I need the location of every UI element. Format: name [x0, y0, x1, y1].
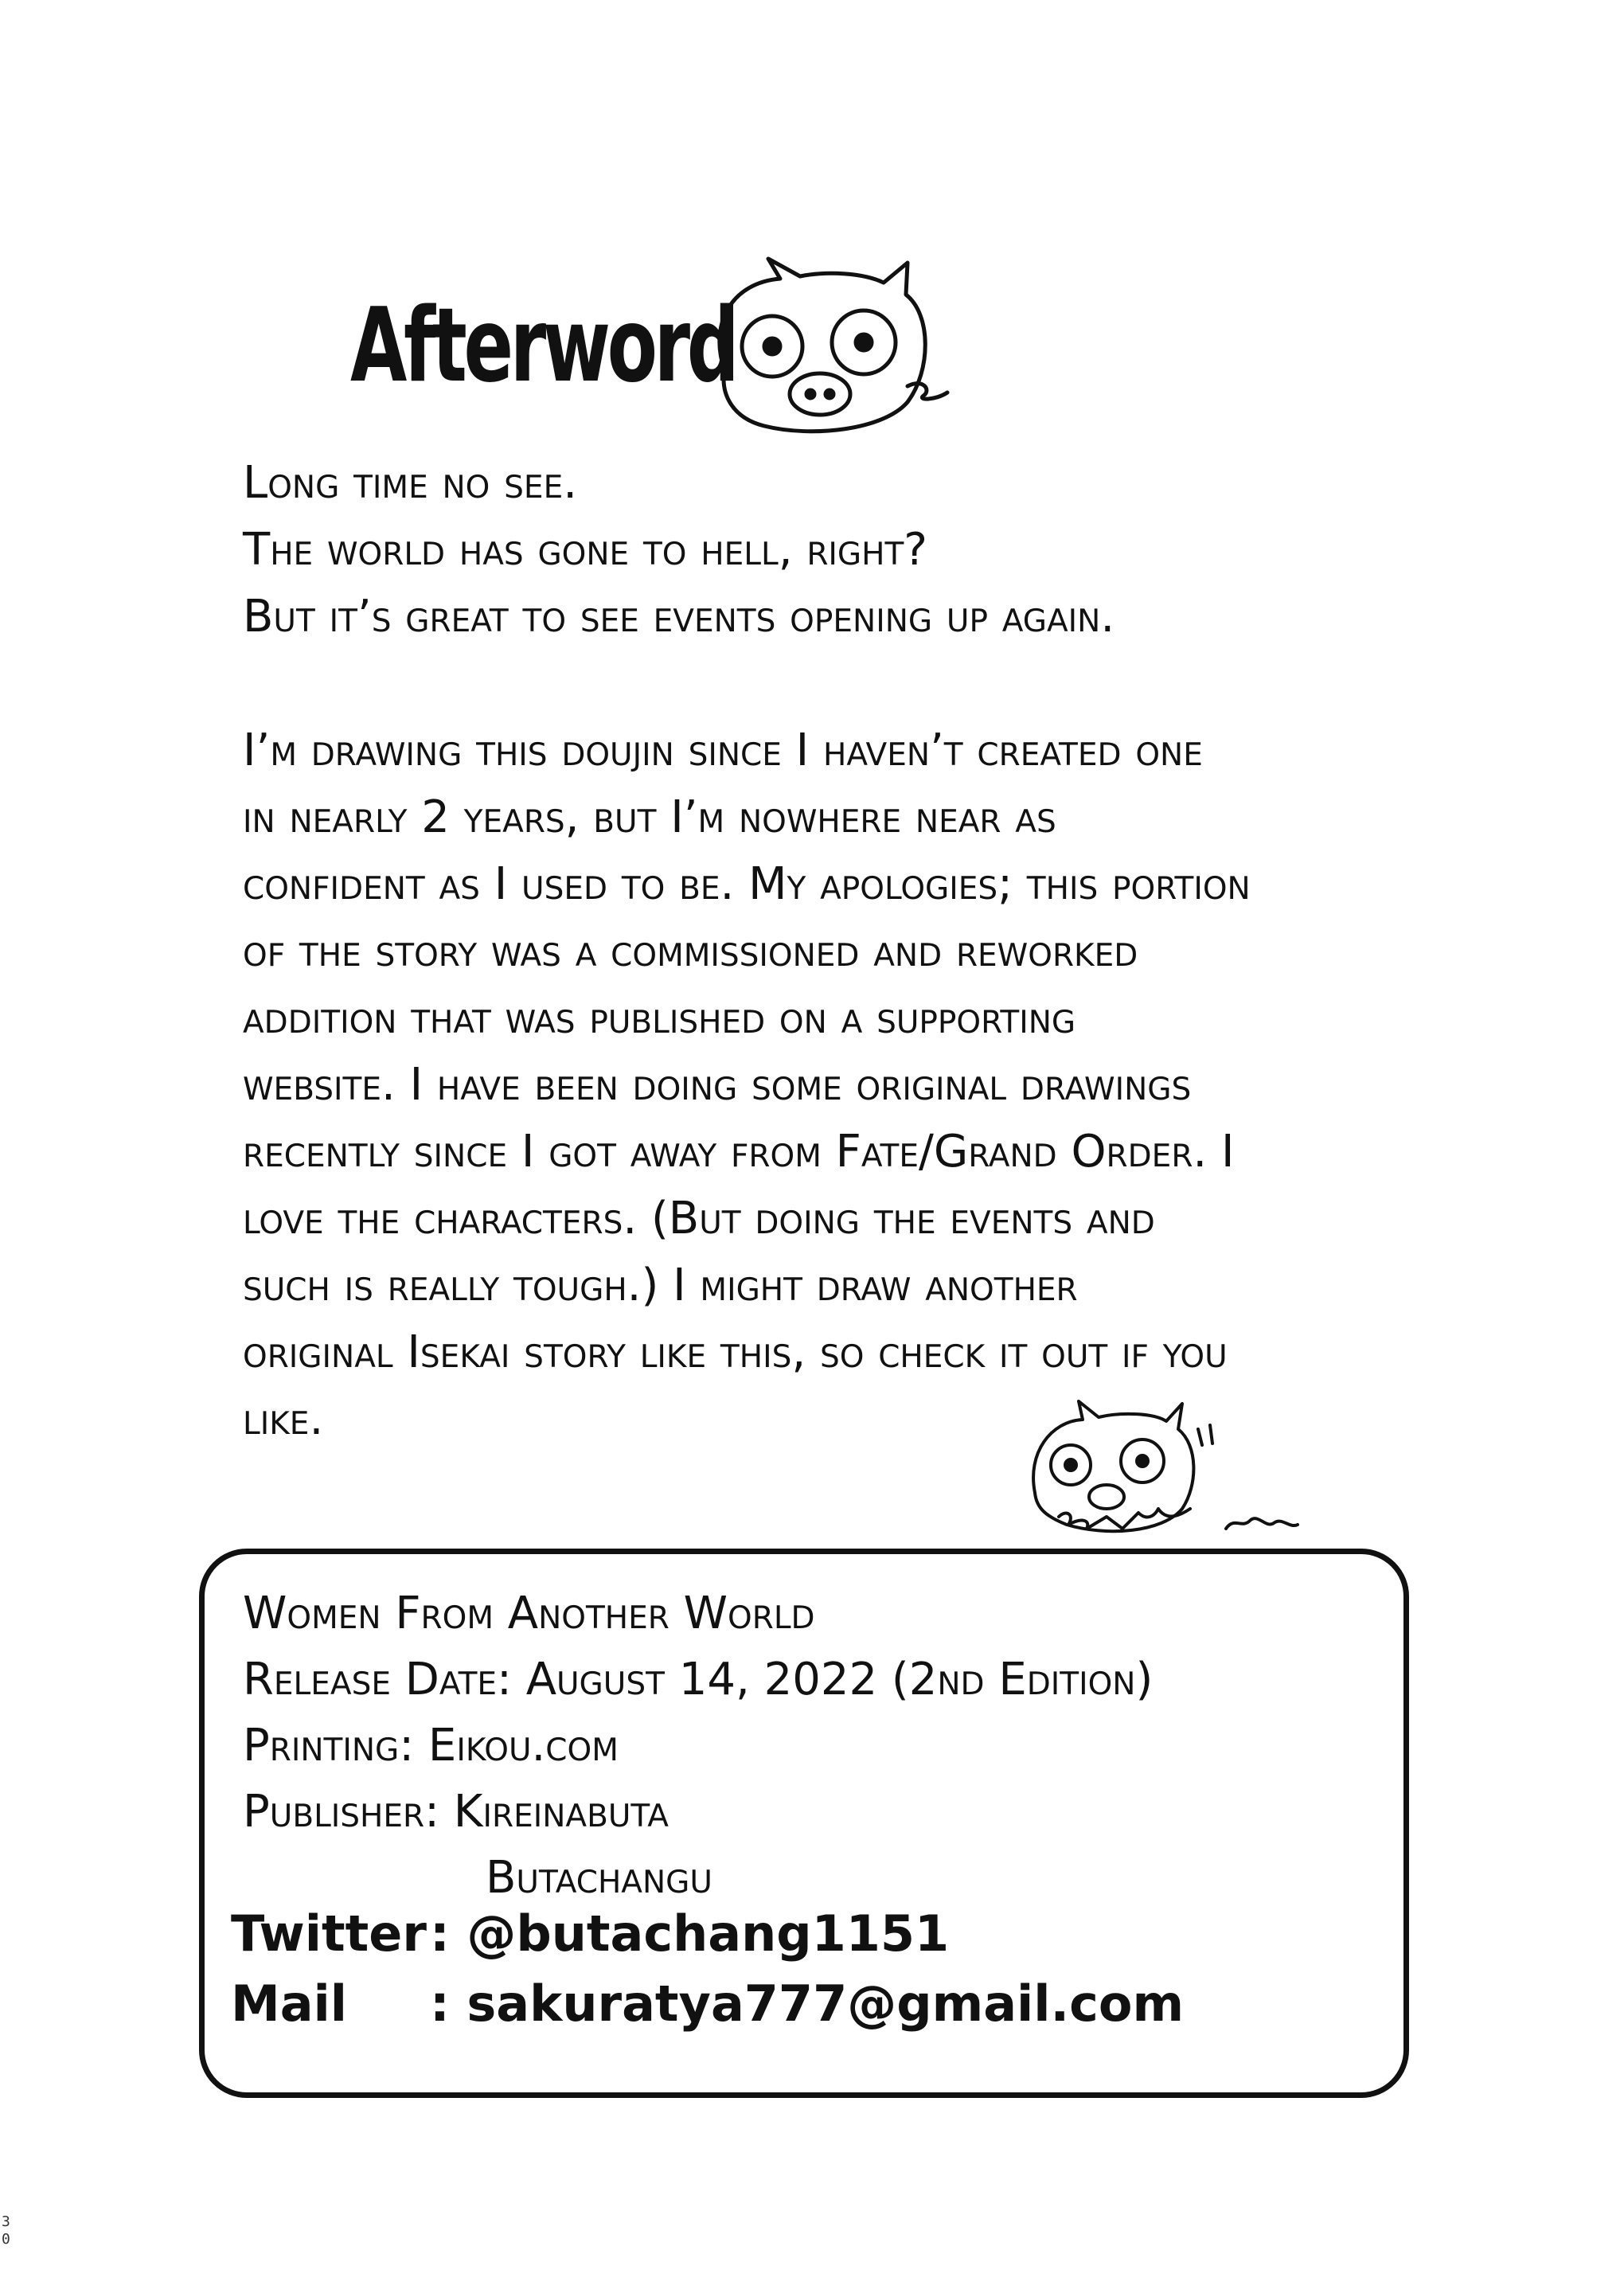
printing: Printing: Eikou.com: [243, 1720, 619, 1772]
mail-row: [231, 1969, 1184, 2039]
body-line: love the characters. (But doing the events and: [243, 1193, 1155, 1244]
mail-label: Mail: [231, 1975, 348, 2033]
colophon-info: [243, 1580, 1153, 1911]
pig-face-icon: [693, 251, 963, 442]
pig-signature-icon: [1019, 1397, 1353, 1564]
body-line: in nearly 2 years, but I’m nowhere near as: [243, 791, 1056, 843]
body-line: confident as I used to be. My apologies; this portion: [243, 858, 1251, 910]
page-number: 30: [2, 2213, 10, 2248]
body-line: original Isekai story like this, so check it out if you: [243, 1326, 1228, 1378]
publisher: Publisher: Kireinabuta: [243, 1786, 669, 1838]
body-line: like.: [243, 1393, 324, 1445]
mail-address: : sakuratya777@gmail.com: [430, 1975, 1185, 2033]
body-line: I’m drawing this doujin since I haven’t created one: [243, 725, 1203, 776]
twitter-label: Twitter: [231, 1904, 427, 1963]
body-line: website. I have been doing some original drawings: [243, 1059, 1192, 1111]
body-line: addition that was published on a supporting: [243, 992, 1076, 1044]
body-line: such is really tough.) I might draw another: [243, 1260, 1078, 1311]
body-line: But it’s great to see events opening up again.: [243, 591, 1115, 643]
twitter-handle: : @butachang1151: [430, 1904, 950, 1963]
publisher-name-2: Butachangu: [486, 1852, 712, 1904]
body-line: Long time no see.: [243, 457, 578, 509]
twitter-row: [231, 1899, 1184, 1969]
page-title: Afterword: [350, 287, 736, 405]
contact-info: [231, 1899, 1184, 2039]
release-date: Release Date: August 14, 2022 (2nd Edition): [243, 1654, 1154, 1705]
body-line: recently since I got away from Fate/Grand Order. I: [243, 1126, 1235, 1178]
body-line: The world has gone to hell, right?: [243, 524, 928, 576]
paragraph-gap: [243, 650, 1485, 717]
body-line: of the story was a commissioned and reworked: [243, 925, 1138, 977]
book-title: Women From Another World: [243, 1588, 815, 1639]
afterword-body: [243, 450, 1485, 1453]
